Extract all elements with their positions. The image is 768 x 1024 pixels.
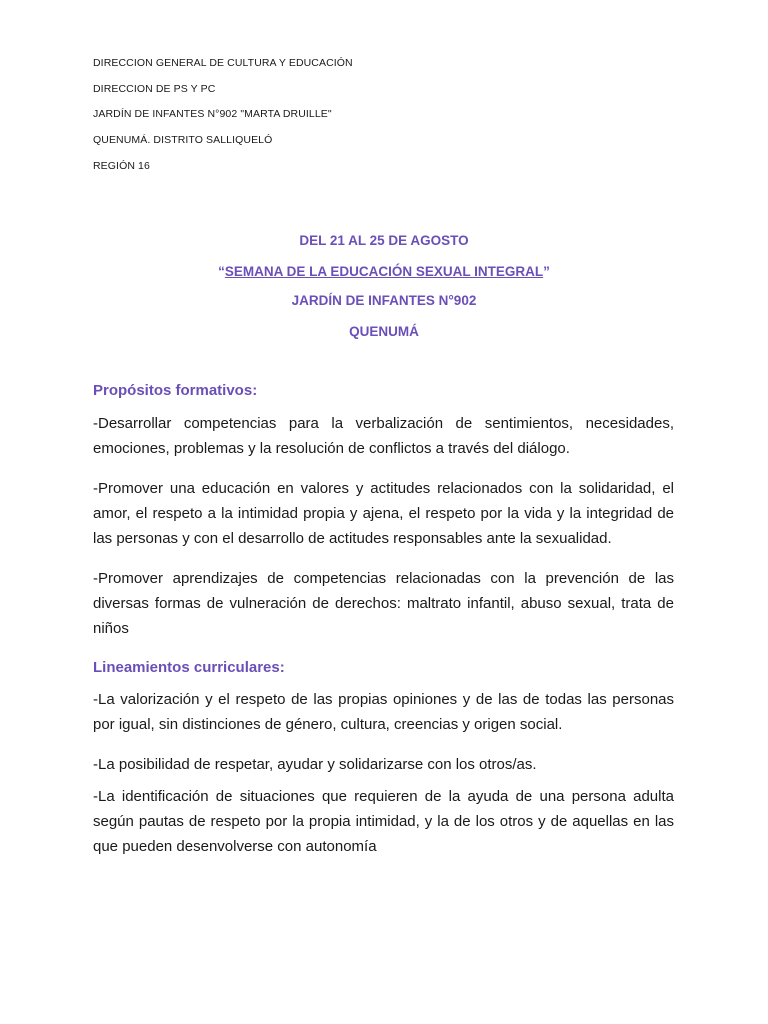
header-department: DIRECCION DE PS Y PC	[93, 83, 216, 95]
purpose-item-2: -Promover una educación en valores y actitudes relacionados con la solidaridad, el amor, el respeto a la intimidad propia y ajena, el respeto por la vida y la integridad de las personas y con el desarrollo de actitudes responsables ante la sexualidad.	[93, 480, 674, 547]
guideline-item-3: -La identificación de situaciones que requieren de la ayuda de una persona adulta según pautas de respeto por la propia intimidad, y la de los otros y de aquellas en las que pueden desenvolverse con autonomía	[93, 788, 674, 855]
title-week-close-quote: ”	[543, 264, 550, 279]
purpose-item-3: -Promover aprendizajes de competencias relacionadas con la prevención de las diversas formas de vulneración de derechos: maltrato infantil, abuso sexual, trata de niños	[93, 570, 674, 637]
guideline-item-2: -La posibilidad de respetar, ayudar y solidarizarse con los otros/as.	[93, 756, 537, 773]
purpose-item-1: -Desarrollar competencias para la verbalización de sentimientos, necesidades, emociones, problemas y la resolución de conflictos a través del diálogo.	[93, 415, 674, 457]
header-region: REGIÓN 16	[93, 160, 150, 172]
title-week-name: SEMANA DE LA EDUCACIÓN SEXUAL INTEGRAL	[224, 264, 544, 279]
title-school: JARDÍN DE INFANTES N°902	[291, 293, 477, 308]
guideline-item-1: -La valorización y el respeto de las propias opiniones y de las de todas las personas por igual, sin distinciones de género, cultura, creencias y origen social.	[93, 691, 674, 733]
title-town: QUENUMÁ	[349, 324, 419, 339]
header-location: QUENUMÁ. DISTRITO SALLIQUELÓ	[93, 134, 273, 146]
title-dates: DEL 21 AL 25 DE AGOSTO	[299, 233, 469, 248]
purposes-heading: Propósitos formativos:	[93, 382, 258, 399]
header-school: JARDÍN DE INFANTES N°902 "MARTA DRUILLE"	[93, 108, 332, 120]
title-week	[0, 264, 768, 279]
guidelines-heading: Lineamientos curriculares:	[93, 659, 285, 676]
header-institution: DIRECCION GENERAL DE CULTURA Y EDUCACIÓN	[93, 57, 353, 69]
title-week-open-quote: “	[218, 264, 225, 279]
